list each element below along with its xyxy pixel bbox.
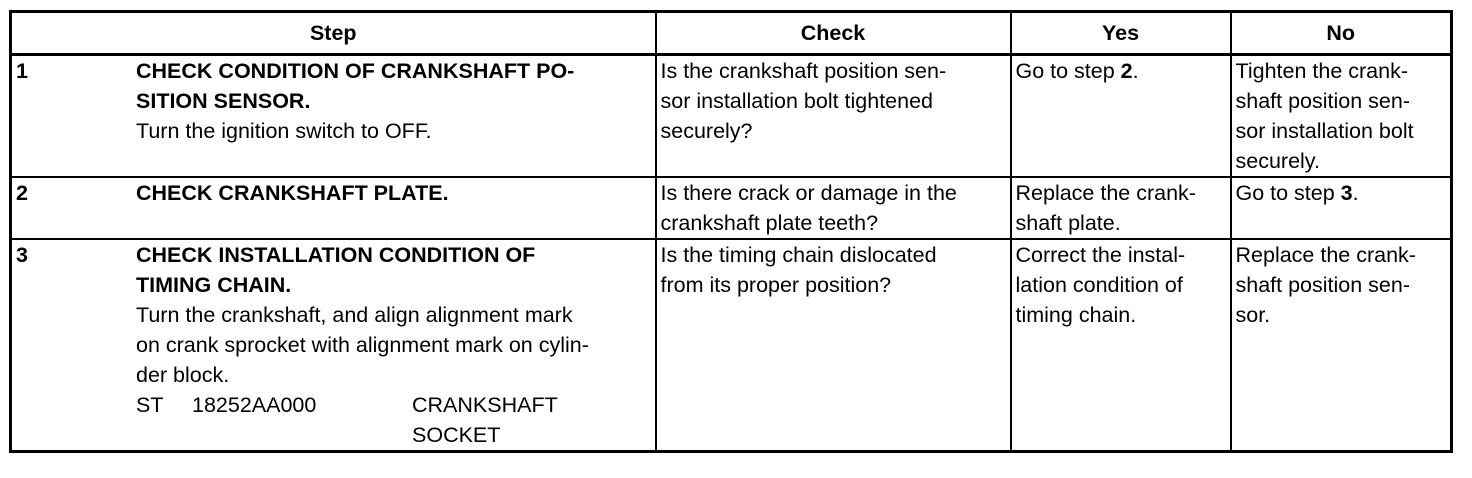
check-line: Is the timing chain dislocated (660, 243, 937, 267)
check-cell (656, 55, 1011, 178)
check-line: securely? (660, 119, 753, 143)
step-title-line: TIMING CHAIN. (136, 273, 292, 297)
tool-name-line: SOCKET (412, 423, 501, 447)
yes-line: timing chain. (1015, 303, 1137, 327)
check-line: Is the crankshaft position sen- (660, 59, 947, 83)
yes-line: shaft plate. (1015, 211, 1121, 235)
table-row (11, 55, 1452, 178)
step-cell (11, 239, 656, 452)
yes-text: Go to step (1015, 59, 1121, 83)
step-detail-line: on crank sprocket with alignment mark on cylin- (136, 333, 589, 357)
no-step-ref: 3 (1340, 181, 1353, 205)
no-line: sor. (1235, 303, 1271, 327)
yes-cell (1011, 177, 1231, 239)
check-line: crankshaft plate teeth? (660, 211, 879, 235)
step-title-line: CHECK INSTALLATION CONDITION OF (136, 243, 536, 267)
yes-step-ref: 2 (1120, 59, 1133, 83)
step-number: 2 (16, 181, 28, 205)
header-check: Check (656, 12, 1011, 55)
header-step: Step (11, 12, 656, 55)
table-row (11, 177, 1452, 239)
step-title-line: SITION SENSOR. (136, 89, 311, 113)
no-cell (1231, 55, 1452, 178)
step-detail-line: Turn the crankshaft, and align alignment mark (136, 303, 573, 327)
step-cell (11, 55, 656, 178)
check-cell (656, 177, 1011, 239)
diagnostic-table (9, 10, 1453, 453)
no-line: Tighten the crank- (1235, 59, 1408, 83)
no-text: Go to step (1235, 181, 1341, 205)
step-detail-line: der block. (136, 363, 230, 387)
check-line: from its proper position? (660, 273, 892, 297)
step-cell (11, 177, 656, 239)
yes-cell (1011, 239, 1231, 452)
tool-st-label: ST (136, 393, 164, 417)
yes-line: Replace the crank- (1015, 181, 1196, 205)
check-cell (656, 239, 1011, 452)
no-line: shaft position sen- (1235, 89, 1410, 113)
no-line: sor installation bolt (1235, 119, 1414, 143)
no-line: Replace the crank- (1235, 243, 1416, 267)
step-detail-line: Turn the ignition switch to OFF. (136, 119, 432, 143)
no-cell (1231, 177, 1452, 239)
yes-line: Correct the instal- (1015, 243, 1186, 267)
step-title-line: CHECK CRANKSHAFT PLATE. (136, 181, 449, 205)
header-no: No (1231, 12, 1452, 55)
tool-part-number: 18252AA000 (192, 393, 317, 417)
check-line: sor installation bolt tightened (660, 89, 934, 113)
header-yes: Yes (1011, 12, 1231, 55)
no-line: shaft position sen- (1235, 273, 1410, 297)
header-row (11, 12, 1452, 55)
no-cell (1231, 239, 1452, 452)
step-title-line: CHECK CONDITION OF CRANKSHAFT PO- (136, 59, 575, 83)
table-row (11, 239, 1452, 452)
step-number: 1 (16, 59, 28, 83)
yes-text-end: . (1132, 59, 1139, 83)
check-line: Is there crack or damage in the (660, 181, 957, 205)
no-line: securely. (1235, 149, 1320, 173)
step-number: 3 (16, 243, 28, 267)
no-text-end: . (1352, 181, 1359, 205)
tool-name-line: CRANKSHAFT (412, 393, 558, 417)
yes-cell (1011, 55, 1231, 178)
yes-line: lation condition of (1015, 273, 1183, 297)
special-tool (136, 390, 651, 450)
